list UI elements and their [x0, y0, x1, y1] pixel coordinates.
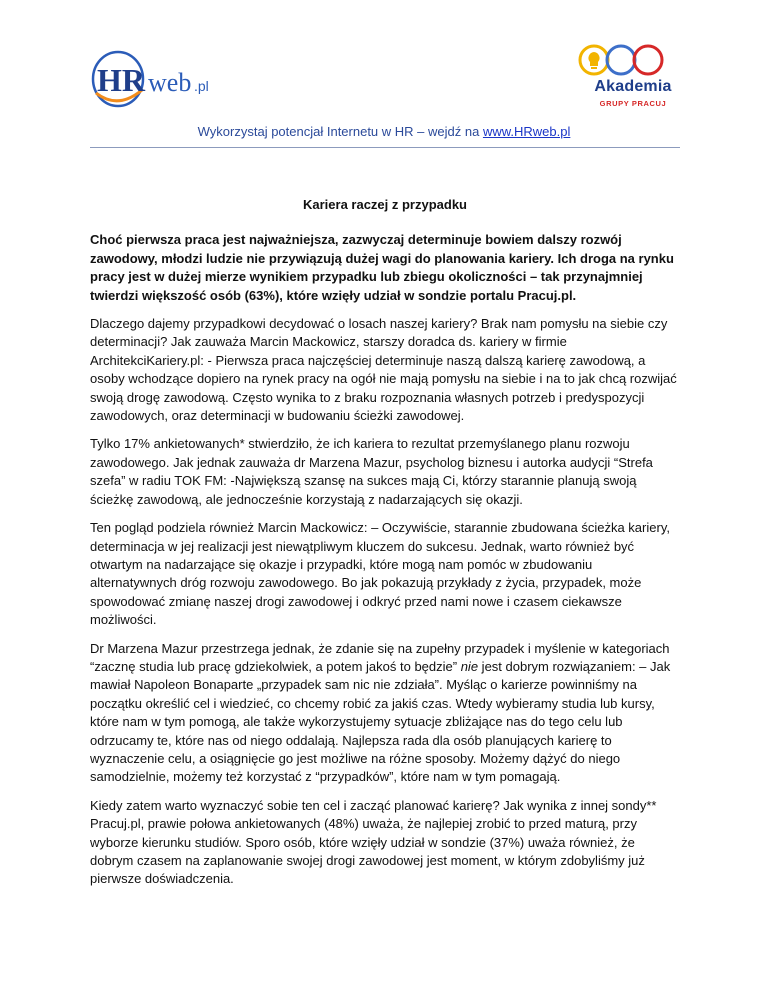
- tagline-text: Wykorzystaj potencjał Internetu w HR – wejdź na: [197, 124, 483, 139]
- hrweb-logo-pl: .pl: [194, 78, 209, 94]
- hrweb-logo-web: web: [148, 68, 192, 97]
- akademia-logo[interactable]: [572, 42, 690, 110]
- hrweb-link[interactable]: www.HRweb.pl: [482, 124, 571, 139]
- paragraph-2: Tylko 17% ankietowanych* stwierdziło, że ich kariera to rezultat przemyślanego planu rozwoju zawodowego. Jak jednak zauważa dr Marzena Mazur, psycholog biznesu i autorka audycji “Strefa szefa” w radiu TOK FM: -Największą szansę na sukces mają Ci, którzy starannie planują swoją ścieżkę zawodową, ale jednocześnie korzystają z nadarzających się okazji.: [90, 436, 653, 507]
- header-tagline: [0, 124, 768, 139]
- article-lead: Choć pierwsza praca jest najważniejsza, zazwyczaj determinuje bowiem dalszy rozwój zawodowy, młodzi ludzie nie przywiązują dużej wagi do planowania kariery. Ich droga na rynku pracy jest w dużej mierze wynikiem przypadku lub zbiegu okoliczności – tak przynajmniej twierdzi większość osób (63%), które wzięły udział w sondzie portalu Pracuj.pl.: [90, 232, 674, 303]
- article: [90, 196, 680, 899]
- paragraph-4: [90, 640, 680, 787]
- page-header: [0, 0, 768, 150]
- paragraph-5: Kiedy zatem warto wyznaczyć sobie ten cel i zacząć planować karierę? Jak wynika z innej sondy** Pracuj.pl, prawie połowa ankietowanych (48%) uważa, że najlepiej zrobić to przed maturą, przy wyborze kierunku studiów. Sporo osób, które wzięły udział w sondzie (37%) uważa również, że dobrym czasem na zaplanowanie swojej drogi zawodowej jest moment, w którym zdobyliśmy już pierwsze doświadczenia.: [90, 797, 657, 887]
- hrweb-logo-hr: HR: [97, 62, 145, 98]
- paragraph-3: Ten pogląd podziela również Marcin Mackowicz: – Oczywiście, starannie zbudowana ścieżka kariery, determinacja w jej realizacji jest niewątpliwym kluczem do sukcesu. Jednak, warto również być otwartym na nadarzające się okazje i przypadki, które mogą nam pomóc w zbudowaniu alternatywnych dróg rozwoju zawodowego. Bo jak pokazują przykłady z życia, przypadek, może spowodować zmianę naszej drogi zawodowej i odkryć przed nami nowe i czasem ciekawsze możliwości.: [90, 520, 670, 628]
- paragraph-4-emphasis: nie: [460, 658, 479, 674]
- paragraph-4-part-b: jest dobrym rozwiązaniem: – Jak mawiał Napoleon Bonaparte „przypadek sam nic nie zdziała”. Myśląc o karierze powinniśmy na początku określić cel i wiedzieć, co chcemy robić za jakiś czas. Wtedy wybieramy studia lub kursy, które nam w tym pomogą, ale także wykorzystujemy sytuacje zbliżające nas do tego celu lub odrzucamy te, które nas od niego oddalają. Najlepsza rada dla osób planujących karierę to wyznaczenie celu, a osiągnięcie go jest możliwe na różne sposoby. Możemy dążyć do niego samodzielnie, możemy też korzystać z “przypadków”, które nam w tym pomagają.: [90, 658, 671, 785]
- akademia-circles-icon: [572, 42, 690, 78]
- header-divider: [90, 147, 680, 148]
- akademia-logo-name: Akademia: [594, 78, 672, 95]
- paragraph-4-part-a: Dr Marzena Mazur przestrzega jednak, że zdanie się na zupełny przypadek i myślenie w kategoriach “zacznę studia lub pracę gdziekolwiek, a potem jakoś to będzie”: [90, 640, 670, 674]
- hrweb-logo[interactable]: [90, 48, 230, 110]
- article-title: Kariera raczej z przypadku: [302, 197, 468, 212]
- akademia-logo-subtitle: GRUPY PRACUJ: [599, 99, 667, 108]
- hrweb-logo-mark: [90, 48, 230, 110]
- paragraph-1: Dlaczego dajemy przypadkowi decydować o losach naszej kariery? Brak nam pomysłu na siebie czy determinacji? Jak zauważa Marcin Mackowicz, starszy doradca ds. kariery w firmie ArchitekciKariery.pl: - Pierwsza praca najczęściej determinuje naszą dalszą karierę zawodową, a osoby wchodzące dopiero na rynek pracy na ogół nie mają pomysłu na siebie i na to jak chcą rozwijać swoją drogę zawodową. Często wynika to z braku rozpoznania własnych potrzeb i predyspozycji zawodowych, oraz determinacji w budowaniu ścieżki zawodowej.: [90, 316, 677, 424]
